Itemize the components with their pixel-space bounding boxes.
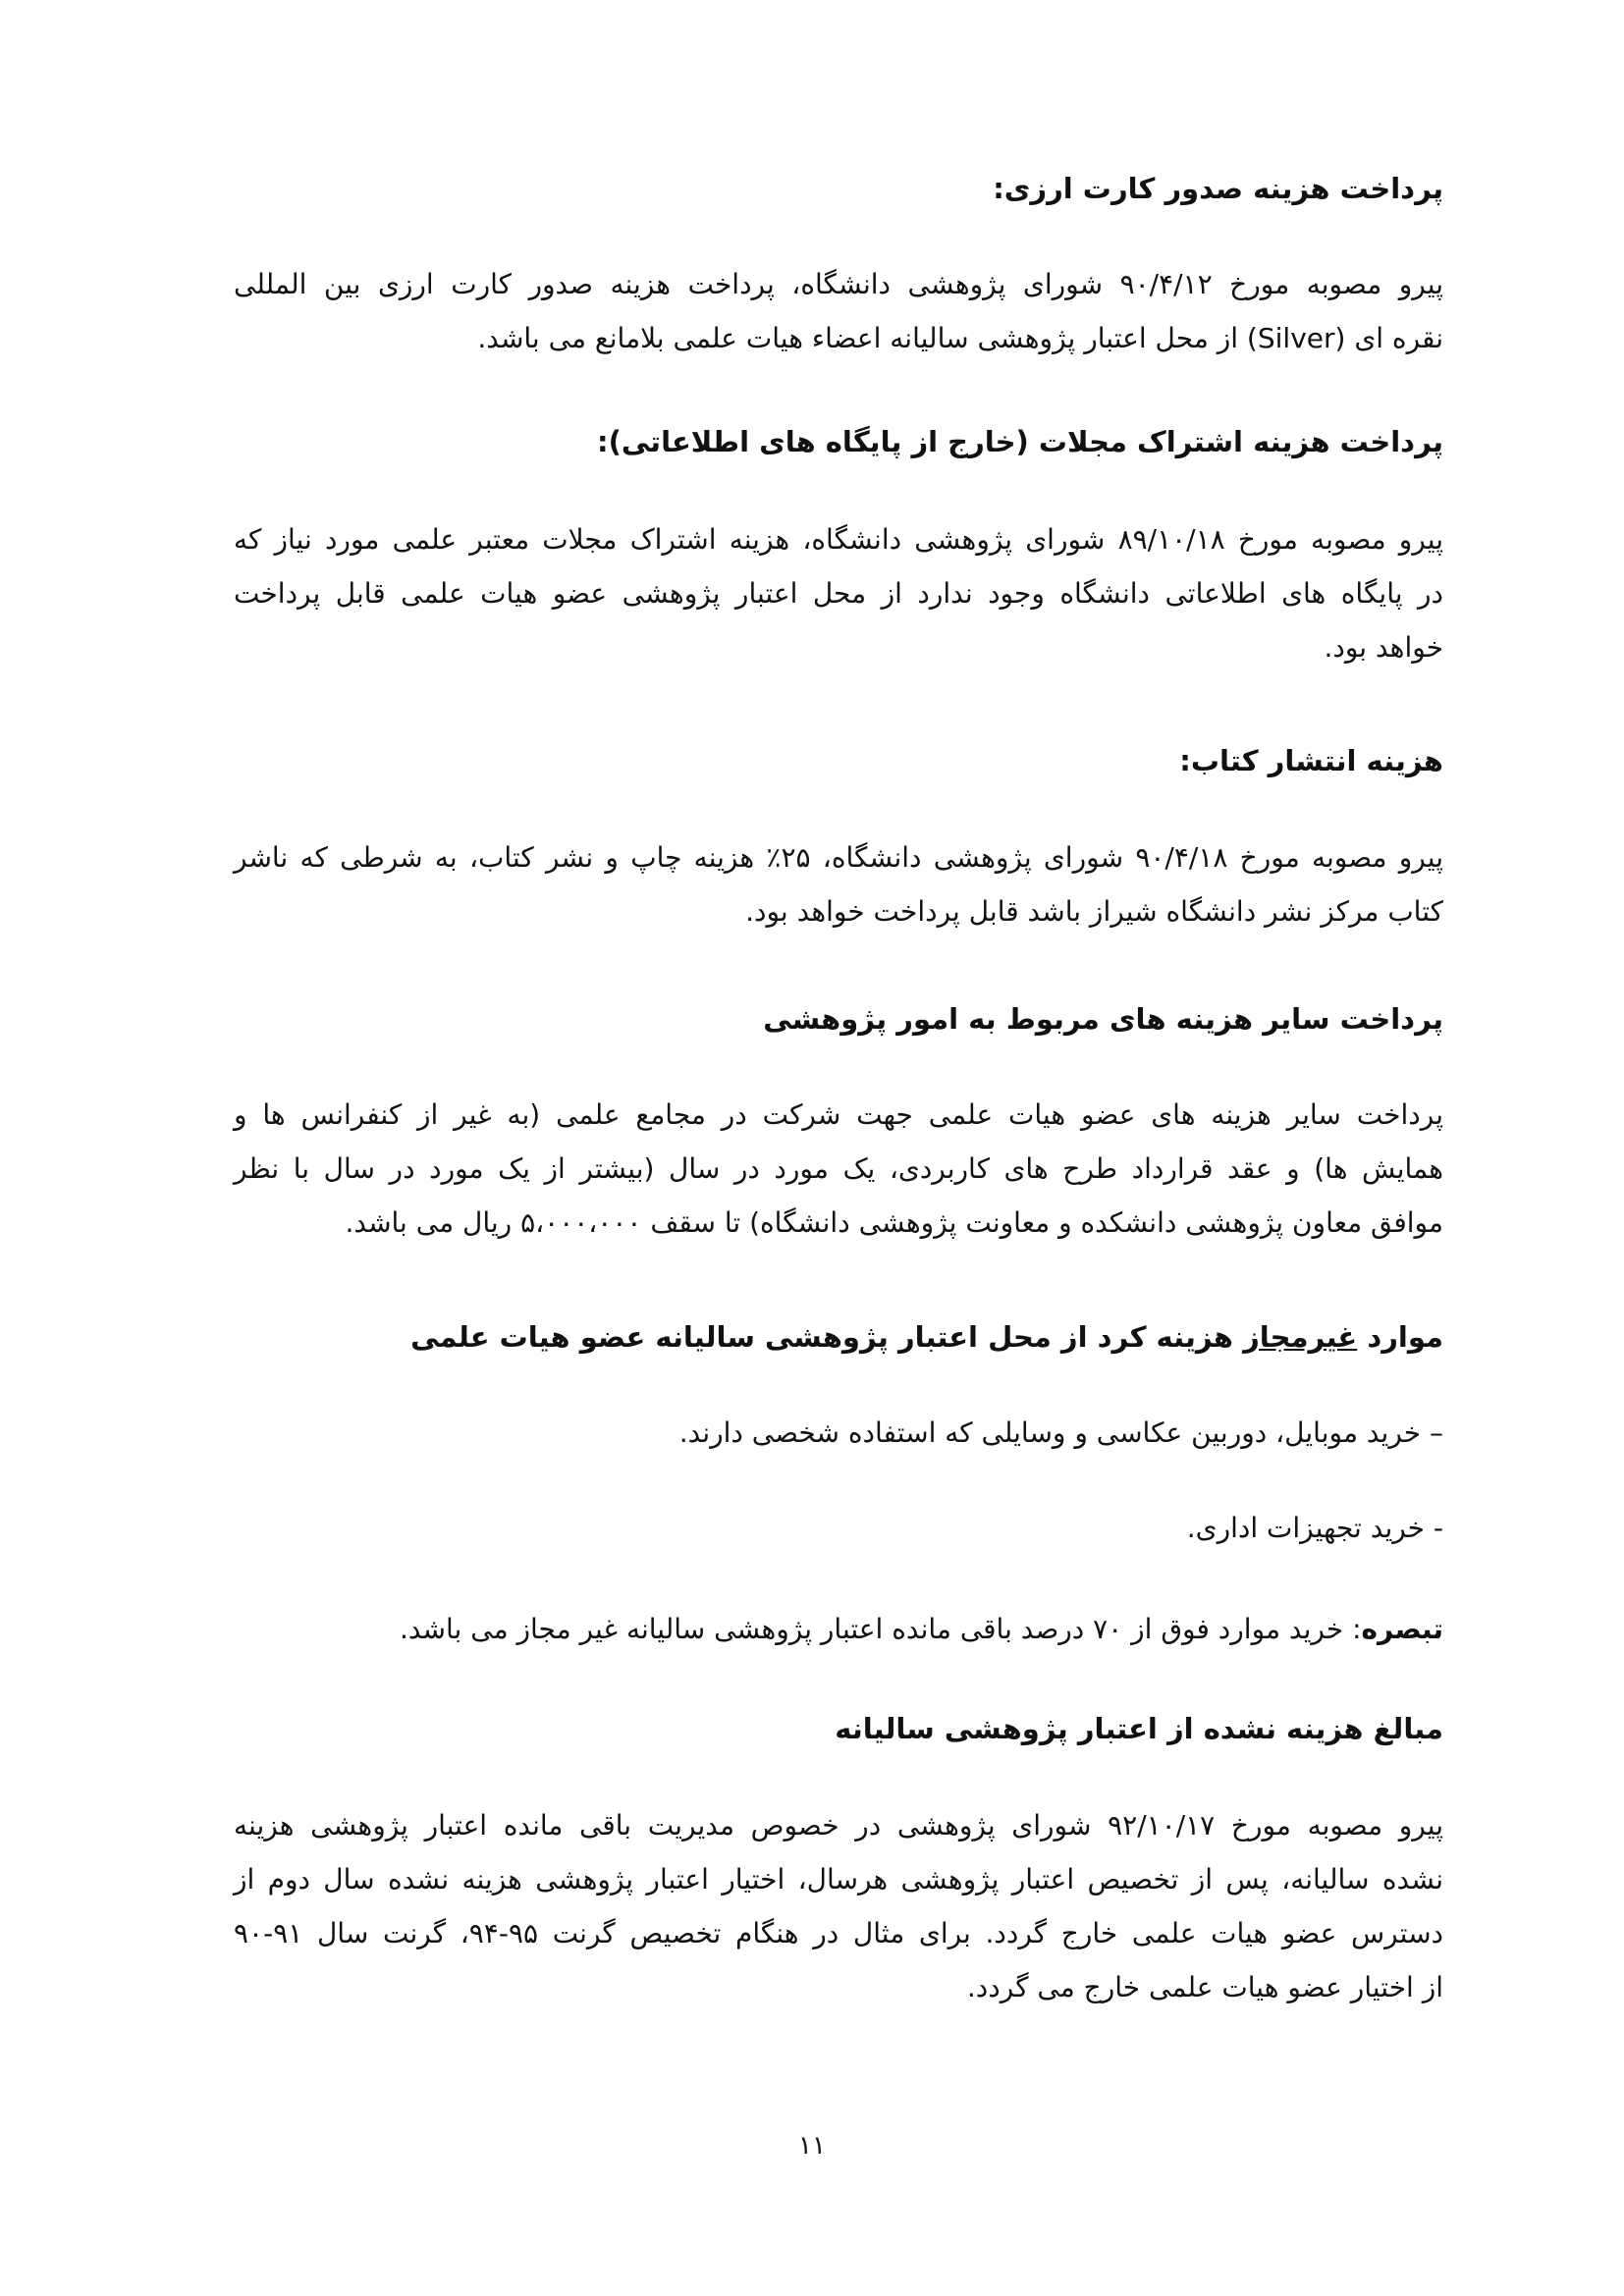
paragraph-line: پیرو مصوبه مورخ ۹۰/۴/۱۸ شورای پژوهشی دانشگاه، ۲۵٪ هزینه چاپ و نشر کتاب، به شرطی که ناشر <box>234 841 1443 874</box>
paragraph-unspent-funds <box>234 1798 1443 2014</box>
list-item: – خرید موبایل، دوربین عکاسی و وسایلی که استفاده شخصی دارند. <box>678 1416 1443 1449</box>
list-item: - خرید تجهیزات اداری. <box>1186 1512 1443 1544</box>
paragraph-line: نقره ای (Silver) از محل اعتبار پژوهشی سالیانه اعضاء هیات علمی بلامانع می باشد. <box>477 322 1443 354</box>
paragraph-line: در پایگاه های اطلاعاتی دانشگاه وجود ندارد از محل اعتبار پژوهشی عضو هیات علمی قابل پرداخت <box>234 577 1443 610</box>
page-number: ۱۱ <box>798 2131 826 2161</box>
paragraph-line: کتاب مرکز نشر دانشگاه شیراز باشد قابل پرداخت خواهد بود. <box>745 895 1443 928</box>
paragraph-line: پرداخت سایر هزینه های عضو هیات علمی جهت شرکت در مجامع علمی (به غیر از کنفرانس ها و <box>234 1098 1443 1131</box>
note-label: تبصره <box>1361 1613 1443 1645</box>
paragraph-line: خواهد بود. <box>1324 631 1443 664</box>
note-text: : خرید موارد فوق از ۷۰ درصد باقی مانده اعتبار پژوهشی سالیانه غیر مجاز می باشد. <box>399 1613 1362 1645</box>
section-heading-unauthorized-expenses <box>234 1317 1443 1357</box>
note-paragraph <box>234 1610 1443 1649</box>
section-heading-journal-subscription: پرداخت هزینه اشتراک مجلات (خارج از پایگاه های اطلاعاتی): <box>596 425 1443 458</box>
paragraph-line: موافق معاون پژوهشی دانشکده و معاونت پژوهشی دانشگاه) تا سقف ۵،۰۰۰،۰۰۰ ریال می باشد. <box>345 1206 1443 1239</box>
section-heading-other-research-costs: پرداخت سایر هزینه های مربوط به امور پژوهشی <box>763 1002 1443 1036</box>
paragraph-line: نشده سالیانه، پس از تخصیص اعتبار پژوهشی هرسال، اختیار اعتبار پژوهشی هزینه نشده سال دوم از <box>234 1863 1443 1896</box>
paragraph-other-research-costs <box>234 1088 1443 1250</box>
paragraph-line: پیرو مصوبه مورخ ۸۹/۱۰/۱۸ شورای پژوهشی دانشگاه، هزینه اشتراک مجلات معتبر علمی مورد نیاز که <box>234 523 1443 556</box>
document-page <box>234 0 1443 2296</box>
paragraph-line: پیرو مصوبه مورخ ۹۰/۴/۱۲ شورای پژوهشی دانشگاه، پرداخت هزینه صدور کارت ارزی بین المللی <box>234 268 1443 300</box>
paragraph-line: پیرو مصوبه مورخ ۹۲/۱۰/۱۷ شورای پژوهشی در خصوص مدیریت باقی مانده اعتبار پژوهشی هزینه <box>234 1809 1443 1842</box>
heading-text-pre: موارد <box>1357 1320 1443 1354</box>
section-heading-unspent-funds: مبالغ هزینه نشده از اعتبار پژوهشی سالیانه <box>835 1712 1443 1745</box>
paragraph-book-publication <box>234 830 1443 938</box>
paragraph-currency-card <box>234 257 1443 365</box>
section-heading-book-publication: هزینه انتشار کتاب: <box>1179 744 1443 777</box>
paragraph-line: دسترس عضو هیات علمی خارج گردد. برای مثال در هنگام تخصیص گرنت ۹۵-۹۴، گرنت سال ۹۱-۹۰ <box>234 1917 1444 1949</box>
heading-text-underlined: غیرمجاز <box>1243 1320 1358 1354</box>
paragraph-line: از اختیار عضو هیات علمی خارج می گردد. <box>966 1971 1443 2003</box>
paragraph-line: همایش ها) و عقد قرارداد طرح های کاربردی، یک مورد در سال (بیشتر از یک مورد در سال با نظر <box>234 1152 1443 1185</box>
heading-text-post: هزینه کرد از محل اعتبار پژوهشی سالیانه عضو هیات علمی <box>410 1320 1244 1354</box>
paragraph-journal-subscription <box>234 512 1443 674</box>
section-heading-currency-card: پرداخت هزینه صدور کارت ارزی: <box>993 172 1443 205</box>
